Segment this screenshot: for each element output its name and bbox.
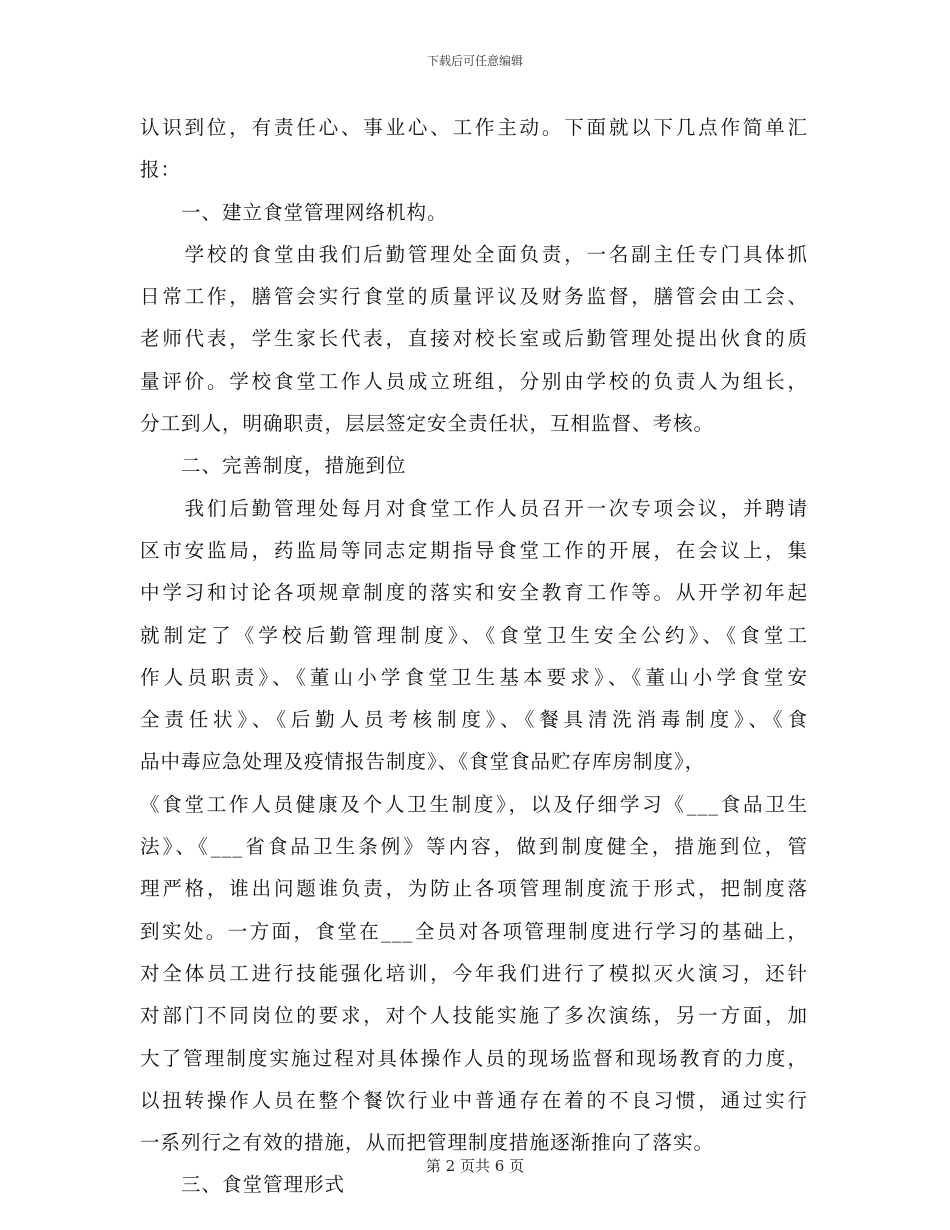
text-line: 理严格，谁出问题谁负责，为防止各项管理制度流于形式，把制度落 xyxy=(140,877,808,901)
text-line: 学校的食堂由我们后勤管理处全面负责，一名副主任专门具体抓 xyxy=(140,242,808,266)
section-heading: 二、完善制度，措施到位 xyxy=(140,454,407,478)
text-line: 对全体员工进行技能强化培训，今年我们进行了模拟灭火演习，还针 xyxy=(140,961,808,985)
document-body xyxy=(140,107,808,1207)
text-line: 就制定了《学校后勤管理制度》、《食堂卫生安全公约》、《食堂工 xyxy=(140,623,808,647)
text-line: 报： xyxy=(140,158,182,182)
text-line: 量评价。学校食堂工作人员成立班组，分别由学校的负责人为组长， xyxy=(140,369,808,393)
section-heading: 一、建立食堂管理网络机构。 xyxy=(140,200,448,224)
text-line: 以扭转操作人员在整个餐饮行业中普通存在着的不良习惯，通过实行 xyxy=(140,1088,808,1112)
text-line: 认识到位，有责任心、事业心、工作主动。下面就以下几点作简单汇 xyxy=(140,116,808,139)
text-line: 大了管理制度实施过程对具体操作人员的现场监督和现场教育的力度， xyxy=(140,1046,808,1070)
text-line: 法》、《___省食品卫生条例》等内容，做到制度健全，措施到位，管 xyxy=(140,835,808,859)
text-line: 品中毒应急处理及疫情报告制度》、《食堂食品贮存库房制度》， xyxy=(140,750,706,774)
section-heading: 三、食堂管理形式 xyxy=(140,1173,346,1197)
text-line: 对部门不同岗位的要求，对个人技能实施了多次演练，另一方面，加 xyxy=(140,1004,808,1028)
text-line: 作人员职责》、《董山小学食堂卫生基本要求》、《董山小学食堂安 xyxy=(140,665,808,689)
text-line: 到实处。一方面，食堂在___全员对各项管理制度进行学习的基础上， xyxy=(140,919,808,943)
page-header: 下载后可任意编辑 xyxy=(426,54,523,68)
text-line: 区市安监局，药监局等同志定期指导食堂工作的开展，在会议上，集 xyxy=(140,538,808,562)
text-line: 老师代表，学生家长代表，直接对校长室或后勤管理处提出伙食的质 xyxy=(140,327,808,351)
text-line: 我们后勤管理处每月对食堂工作人员召开一次专项会议，并聘请 xyxy=(140,496,808,520)
text-line: 中学习和讨论各项规章制度的落实和安全教育工作等。从开学初年起 xyxy=(140,581,808,605)
text-line: 分工到人，明确职责，层层签定安全责任状，互相监督、考核。 xyxy=(140,412,715,436)
text-line: 《食堂工作人员健康及个人卫生制度》，以及仔细学习《___食品卫生 xyxy=(140,792,808,816)
text-line: 全责任状》、《后勤人员考核制度》、《餐具清洗消毒制度》、《食 xyxy=(140,708,808,732)
text-line: 日常工作，膳管会实行食堂的质量评议及财务监督，膳管会由工会、 xyxy=(140,285,808,309)
page-footer: 第 2 页共 6 页 xyxy=(425,1157,525,1175)
text-line: 一系列行之有效的措施，从而把管理制度措施逐渐推向了落实。 xyxy=(140,1131,715,1155)
